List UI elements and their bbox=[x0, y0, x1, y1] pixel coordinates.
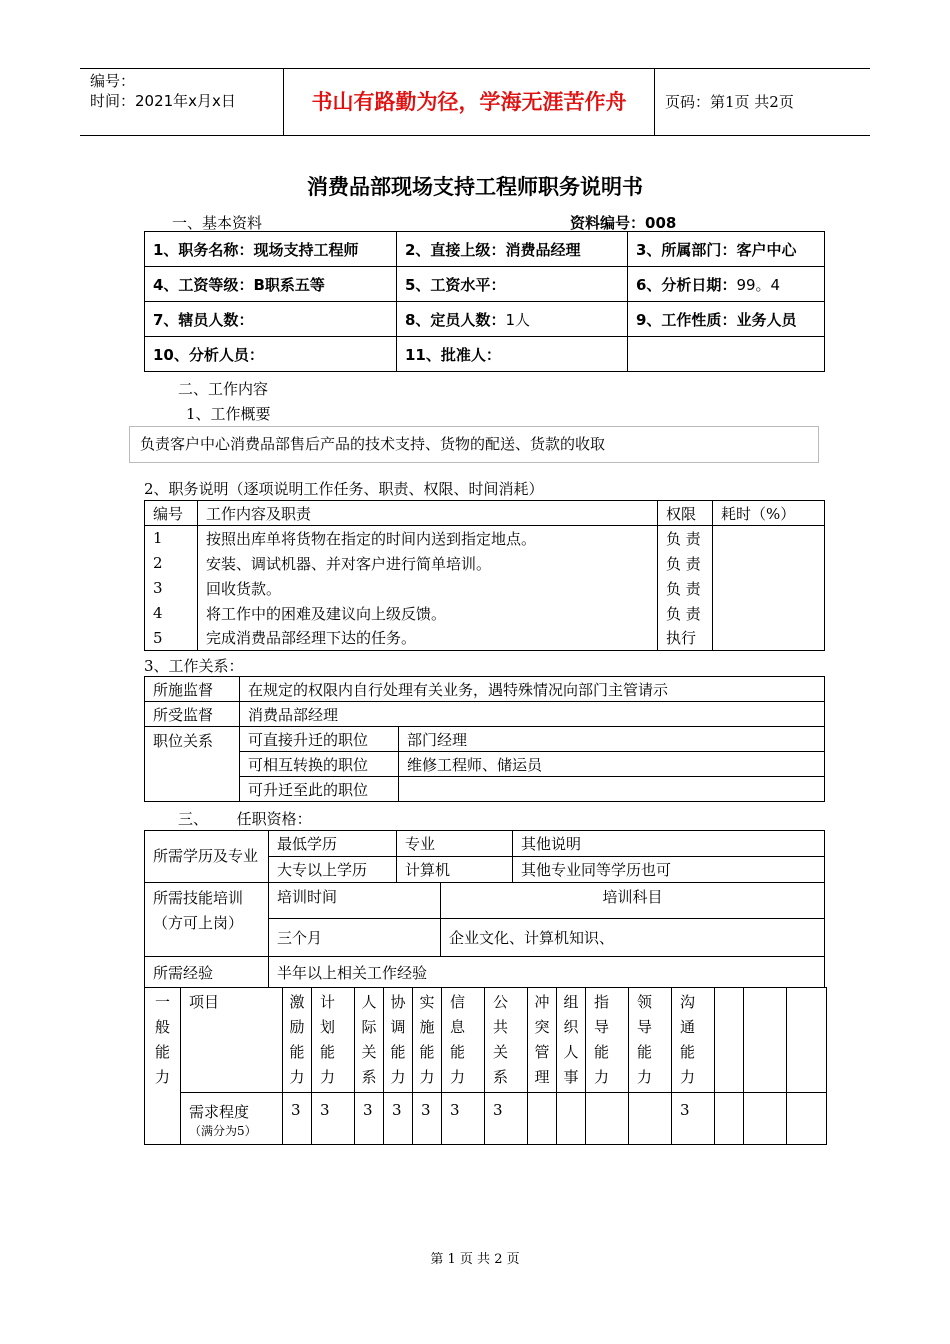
demand-value bbox=[528, 1093, 557, 1145]
analysis-date-value: 99。4 bbox=[736, 275, 781, 294]
edu-header: 最低学历 bbox=[269, 831, 397, 857]
demand-value bbox=[586, 1093, 629, 1145]
duty-auth: 执行 bbox=[658, 626, 713, 651]
ability-name: 沟 通 能 力 bbox=[680, 993, 696, 1086]
page-header bbox=[80, 68, 870, 136]
ability-item-row bbox=[145, 988, 827, 1093]
supervised-value: 消费品部经理 bbox=[240, 702, 825, 727]
train-header: 培训时间 bbox=[269, 883, 441, 919]
demand-value bbox=[715, 1093, 744, 1145]
ability-cell bbox=[442, 988, 485, 1093]
section1-heading: 一、基本资料 bbox=[172, 214, 263, 232]
department-cell: 3、所属部门：客户中心 bbox=[628, 232, 825, 267]
superior-cell: 2、直接上级：消费品经理 bbox=[397, 232, 628, 267]
training-label: 所需技能培训（方可上岗） bbox=[145, 883, 269, 957]
experience-value: 半年以上相关工作经验 bbox=[269, 957, 825, 988]
header-motto: 书山有路勤为径，学海无涯苦作舟 bbox=[283, 69, 655, 135]
duty-auth: 负 责 bbox=[658, 601, 713, 626]
table-row bbox=[145, 677, 825, 702]
duty-auth: 负 责 bbox=[658, 526, 713, 551]
time-label: 时间：2021年x月x日 bbox=[90, 92, 236, 110]
duties-heading: 2、职务说明（逐项说明工作任务、职责、权限、时间消耗） bbox=[144, 480, 544, 498]
ability-cell bbox=[312, 988, 355, 1093]
demand-value: 3 bbox=[384, 1093, 413, 1145]
ability-name: 实 施 能 力 bbox=[419, 993, 435, 1086]
edu-header: 专业 bbox=[397, 831, 513, 857]
relation-type: 可直接升迁的职位 bbox=[240, 727, 399, 752]
table-row bbox=[145, 727, 825, 752]
table-row bbox=[145, 702, 825, 727]
subordinates-cell: 7、辖员人数： bbox=[145, 302, 397, 337]
demand-value bbox=[744, 1093, 787, 1145]
duty-text: 回收货款。 bbox=[198, 576, 658, 601]
ability-name: 公 共 关 系 bbox=[493, 993, 509, 1086]
demand-value bbox=[557, 1093, 586, 1145]
duty-auth: 负 责 bbox=[658, 576, 713, 601]
ability-cell bbox=[528, 988, 557, 1093]
demand-value: 3 bbox=[283, 1093, 312, 1145]
duty-no: 4 bbox=[145, 601, 198, 626]
ability-cell bbox=[557, 988, 586, 1093]
table-row bbox=[145, 526, 825, 551]
ability-cell bbox=[485, 988, 528, 1093]
supervised-label: 所受监督 bbox=[145, 702, 240, 727]
edu-header: 其他说明 bbox=[513, 831, 825, 857]
demand-note: （满分为5） bbox=[189, 1124, 257, 1138]
ability-cell bbox=[744, 988, 787, 1093]
duty-auth: 负 责 bbox=[658, 551, 713, 576]
relation-type: 可升迁至此的职位 bbox=[240, 777, 399, 802]
train-value: 企业文化、计算机知识、 bbox=[441, 919, 825, 957]
relation-label: 职位关系 bbox=[145, 727, 240, 802]
demand-row bbox=[145, 1093, 827, 1145]
ability-cell bbox=[283, 988, 312, 1093]
empty-cell bbox=[628, 337, 825, 372]
supervise-value: 在规定的权限内自行处理有关业务，遇特殊情况向部门主管请示 bbox=[240, 677, 825, 702]
col-header-duty: 工作内容及职责 bbox=[198, 501, 658, 526]
salary-grade-cell: 4、工资等级：B职系五等 bbox=[145, 267, 397, 302]
col-header-time: 耗时（%） bbox=[713, 501, 825, 526]
table-row bbox=[145, 302, 825, 337]
edu-value: 大专以上学历 bbox=[269, 857, 397, 883]
table-header-row bbox=[145, 501, 825, 526]
education-label: 所需学历及专业 bbox=[145, 831, 269, 883]
table-row bbox=[145, 752, 825, 777]
ability-name: 冲 突 管 理 bbox=[534, 993, 550, 1086]
table-row bbox=[145, 883, 825, 919]
demand-value bbox=[629, 1093, 672, 1145]
duty-time-cell bbox=[713, 526, 825, 651]
salary-level-cell: 5、工资水平： bbox=[397, 267, 628, 302]
relations-table bbox=[144, 676, 825, 802]
col-header-no: 编号 bbox=[145, 501, 198, 526]
demand-value bbox=[787, 1093, 827, 1145]
train-header: 培训科目 bbox=[441, 883, 825, 919]
table-row bbox=[145, 337, 825, 372]
table-row bbox=[145, 232, 825, 267]
doc-ref: 资料编号：008 bbox=[570, 214, 677, 232]
ability-name: 组 织 人 事 bbox=[563, 993, 579, 1086]
analysis-date-cell: 6、分析日期：99。4 bbox=[628, 267, 825, 302]
duty-text: 安装、调试机器、并对客户进行简单培训。 bbox=[198, 551, 658, 576]
work-nature-cell: 9、工作性质：业务人员 bbox=[628, 302, 825, 337]
duties-table bbox=[144, 500, 825, 651]
demand-value: 3 bbox=[485, 1093, 528, 1145]
headcount-cell: 8、定员人数：1人 bbox=[397, 302, 628, 337]
general-ability-text: 一 般 能 力 bbox=[154, 993, 170, 1086]
header-page-info: 页码：第1页 共2页 bbox=[665, 93, 794, 111]
edu-value: 其他专业同等学历也可 bbox=[513, 857, 825, 883]
demand-value: 3 bbox=[355, 1093, 384, 1145]
ability-name: 信 息 能 力 bbox=[450, 993, 466, 1086]
header-meta bbox=[80, 69, 283, 135]
duty-text: 将工作中的困难及建议向上级反馈。 bbox=[198, 601, 658, 626]
relation-value bbox=[399, 777, 825, 802]
qualification-heading: 三、 任职资格： bbox=[178, 810, 312, 828]
table-row bbox=[145, 267, 825, 302]
ability-cell bbox=[355, 988, 384, 1093]
duty-no: 5 bbox=[145, 626, 198, 651]
document-title: 消费品部现场支持工程师职务说明书 bbox=[307, 174, 643, 199]
basic-info-table bbox=[144, 231, 825, 372]
ability-cell bbox=[672, 988, 715, 1093]
duty-text: 按照出库单将货物在指定的时间内送到指定地点。 bbox=[198, 526, 658, 551]
ability-name: 激 励 能 力 bbox=[289, 993, 305, 1086]
edu-value: 计算机 bbox=[397, 857, 513, 883]
approver-cell: 11、批准人： bbox=[397, 337, 628, 372]
ability-name: 领 导 能 力 bbox=[637, 993, 653, 1086]
demand-value: 3 bbox=[312, 1093, 355, 1145]
table-row bbox=[145, 957, 825, 988]
duty-text: 完成消费品部经理下达的任务。 bbox=[198, 626, 658, 651]
demand-value: 3 bbox=[672, 1093, 715, 1145]
duty-no: 2 bbox=[145, 551, 198, 576]
relation-type: 可相互转换的职位 bbox=[240, 752, 399, 777]
relation-value: 部门经理 bbox=[399, 727, 825, 752]
ability-name: 计 划 能 力 bbox=[320, 993, 336, 1086]
general-ability-label bbox=[145, 988, 181, 1145]
ability-cell bbox=[715, 988, 744, 1093]
demand-value: 3 bbox=[442, 1093, 485, 1145]
supervise-label: 所施监督 bbox=[145, 677, 240, 702]
relation-value: 维修工程师、储运员 bbox=[399, 752, 825, 777]
demand-label: 需求程度 bbox=[189, 1103, 250, 1121]
demand-value: 3 bbox=[413, 1093, 442, 1145]
doc-number-label: 编号： bbox=[90, 72, 136, 90]
job-title-cell: 1、职务名称：现场支持工程师 bbox=[145, 232, 397, 267]
page-footer: 第 1 页 共 2 页 bbox=[430, 1252, 520, 1267]
ability-cell bbox=[629, 988, 672, 1093]
duty-no: 3 bbox=[145, 576, 198, 601]
ability-table bbox=[144, 987, 827, 1145]
ability-cell bbox=[787, 988, 827, 1093]
job-summary-box: 负责客户中心消费品部售后产品的技术支持、货物的配送、货款的收取 bbox=[129, 426, 819, 463]
col-header-auth: 权限 bbox=[658, 501, 713, 526]
ability-cell bbox=[586, 988, 629, 1093]
job-summary-heading: 1、工作概要 bbox=[186, 405, 271, 423]
headcount-value: 1人 bbox=[505, 310, 530, 329]
experience-label: 所需经验 bbox=[145, 957, 269, 988]
ability-name: 协 调 能 力 bbox=[390, 993, 406, 1086]
table-row bbox=[145, 777, 825, 802]
section2-heading: 二、工作内容 bbox=[178, 380, 269, 398]
ability-name: 人 际 关 系 bbox=[361, 993, 377, 1086]
duty-no: 1 bbox=[145, 526, 198, 551]
qualification-table bbox=[144, 830, 825, 988]
train-value: 三个月 bbox=[269, 919, 441, 957]
item-label: 项目 bbox=[181, 988, 283, 1093]
table-row bbox=[145, 831, 825, 857]
demand-label-cell bbox=[181, 1093, 283, 1145]
analyst-cell: 10、分析人员： bbox=[145, 337, 397, 372]
ability-cell bbox=[413, 988, 442, 1093]
ability-name: 指 导 能 力 bbox=[594, 993, 610, 1086]
ability-cell bbox=[384, 988, 413, 1093]
relations-heading: 3、工作关系： bbox=[144, 657, 244, 675]
